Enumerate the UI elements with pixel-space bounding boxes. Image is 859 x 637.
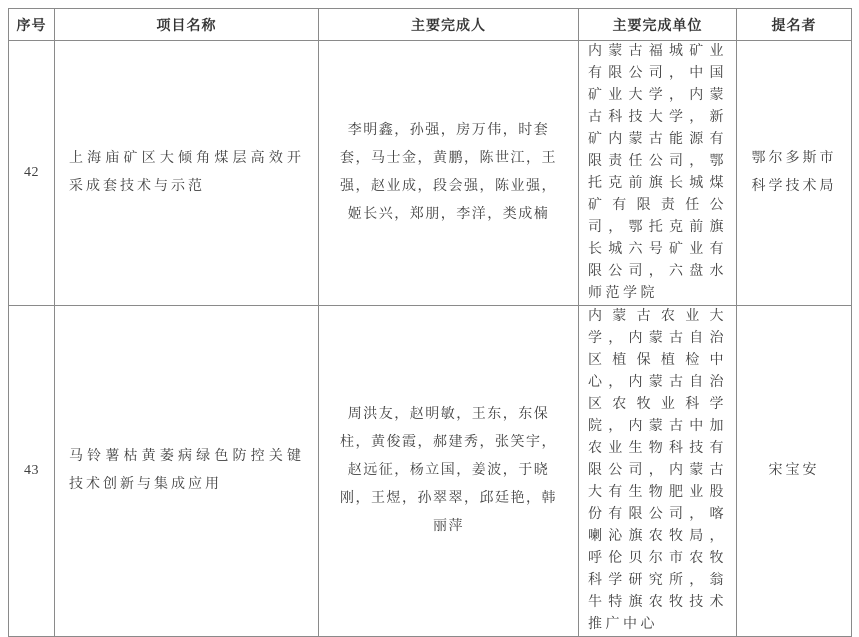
- cell-project-name: 马铃薯枯黄萎病绿色防控关键技术创新与集成应用: [55, 306, 319, 637]
- cell-nominator: 鄂尔多斯市科学技术局: [737, 41, 852, 306]
- cell-main-contributors: 周洪友，赵明敏，王东，东保柱，黄俊霞，郝建秀，张笑宇，赵远征，杨立国，姜波，于晓刚，王煜，孙翠翠，邱廷艳，韩丽萍: [319, 306, 579, 637]
- cell-serial-number: 43: [9, 306, 55, 637]
- cell-serial-number: 42: [9, 41, 55, 306]
- header-main-contributors: 主要完成人: [319, 9, 579, 41]
- table-row: [9, 306, 852, 637]
- cell-nominator: 宋宝安: [737, 306, 852, 637]
- table-row: [9, 41, 852, 306]
- award-projects-table: [8, 8, 852, 637]
- header-nominator: 提名者: [737, 9, 852, 41]
- cell-project-name: 上海庙矿区大倾角煤层高效开采成套技术与示范: [55, 41, 319, 306]
- header-project-name: 项目名称: [55, 9, 319, 41]
- header-main-units: 主要完成单位: [579, 9, 737, 41]
- cell-main-units: 内蒙古农业大学，内蒙古自治区植保植检中心，内蒙古自治区农牧业科学院，内蒙古中加农业生物科技有限公司，内蒙古大有生物肥业股份有限公司，喀喇沁旗农牧局，呼伦贝尔市农牧科学研究所，翁牛特旗农牧技术推广中心: [579, 306, 737, 637]
- header-serial-number: 序号: [9, 9, 55, 41]
- cell-main-units: 内蒙古福城矿业有限公司，中国矿业大学，内蒙古科技大学，新矿内蒙古能源有限责任公司，鄂托克前旗长城煤矿有限责任公司，鄂托克前旗长城六号矿业有限公司，六盘水师范学院: [579, 41, 737, 306]
- cell-main-contributors: 李明鑫，孙强，房万伟，时套套，马士金，黄鹏，陈世江，王强，赵业成，段会强，陈业强，姬长兴，郑朋，李洋，类成楠: [319, 41, 579, 306]
- table-header-row: [9, 9, 852, 41]
